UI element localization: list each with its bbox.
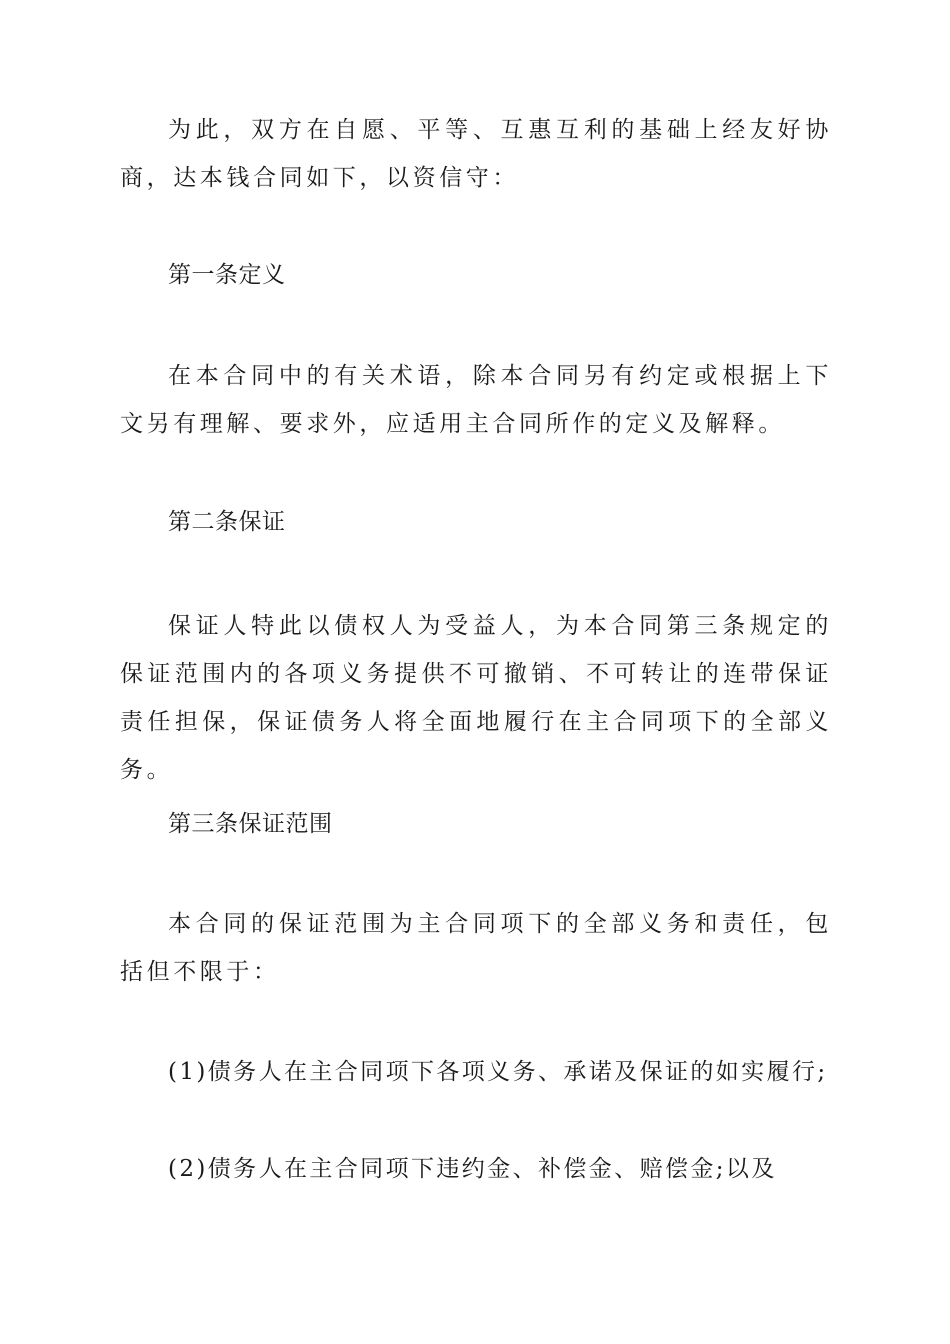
article-2-title: 第二条保证 (168, 509, 286, 535)
scope-item-1: (1)债务人在主合同项下各项义务、承诺及保证的如实履行; (168, 1059, 828, 1085)
article-3-title: 第三条保证范围 (168, 811, 333, 837)
article-1-body: 在本合同中的有关术语，除本合同另有约定或根据上下文另有理解、要求外，应适用主合同所作的定义及解释。 (120, 363, 832, 437)
scope-item-2: (2)债务人在主合同项下违约金、补偿金、赔偿金;以及 (168, 1156, 777, 1182)
article-2-body: 保证人特此以债权人为受益人，为本合同第三条规定的保证范围内的各项义务提供不可撤销、不可转让的连带保证责任担保，保证债务人将全面地履行在主合同项下的全部义务。 (120, 613, 832, 783)
intro-paragraph: 为此，双方在自愿、平等、互惠互利的基础上经友好协商，达本钱合同如下，以资信守： (120, 117, 832, 191)
article-1-title: 第一条定义 (168, 262, 286, 288)
article-3-body: 本合同的保证范围为主合同项下的全部义务和责任，包括但不限于： (120, 911, 832, 985)
